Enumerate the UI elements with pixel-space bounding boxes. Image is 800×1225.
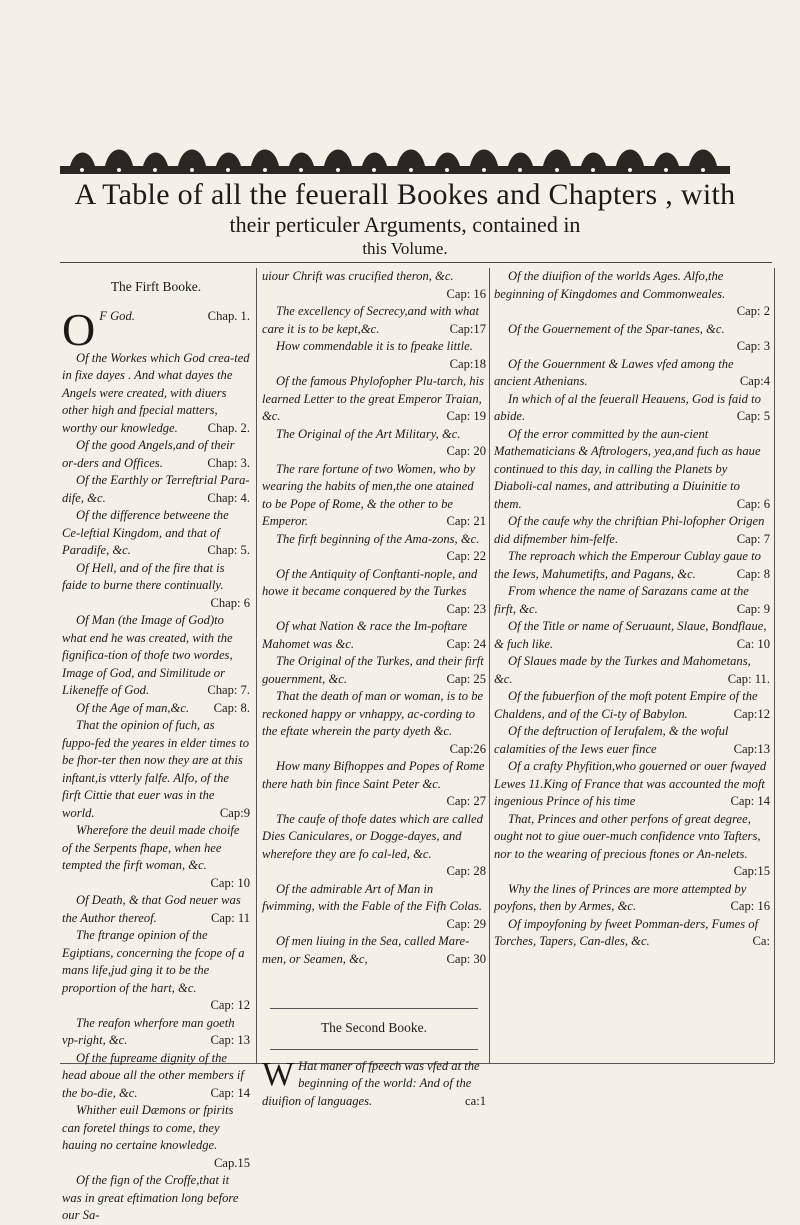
- chapter-ref: Cap: 16: [446, 286, 486, 301]
- entry-text: Of the Gouernement of the Spar-tanes, &c.: [508, 321, 725, 336]
- chapter-ref: Cap: 29: [446, 916, 486, 931]
- entry-text: In which of al the feuerall Heauens, God is faid to abide.: [494, 391, 761, 423]
- entry-text: Of the fubuerfion of the moft potent Empire of the Chaldens, and of the Ci-ty of Babylon.: [494, 689, 758, 721]
- entry-text: Of what Nation & race the Im-poftare Mahomet was &c.: [262, 619, 468, 651]
- chapter-ref: Cap: 6: [736, 496, 770, 511]
- entry-text: Of the fign of the Croffe,that it was in great eftimation long before our Sa-: [62, 1173, 239, 1222]
- table-entry: [62, 1102, 250, 1172]
- entry-text: The reproach which the Emperour Cublay gaue to the Iews, Mahumetifts, and Pagans, &c.: [494, 549, 761, 581]
- column-divider-1: [256, 268, 257, 1063]
- table-entry: [494, 583, 770, 618]
- table-entry: [494, 758, 770, 811]
- entry-text: The ftrange opinion of the Egiptians, concerning the fcope of a mans life,jud ging it to be the proportion of the hart, &c.: [62, 928, 245, 995]
- chapter-ref: Cap.15: [213, 1155, 250, 1170]
- chapter-ref: Cap: 23: [446, 601, 486, 616]
- table-entry: [62, 612, 250, 700]
- chapter-ref: Chap: 5.: [207, 543, 250, 557]
- entry-text: F God.: [99, 308, 135, 323]
- entry-text: Of the Gouernment & Lawes vfed among the ancient Athenians.: [494, 356, 734, 388]
- chapter-ref: Cap: 19: [446, 409, 486, 423]
- table-entry: [494, 688, 770, 723]
- entry-text: Of a crafty Phyfition,who gouerned or ouer fwayed Lewes 11.King of France that was accounted the moft ingenious Prince of his time: [494, 759, 767, 808]
- entry-text: Of the Earthly or Terreftrial Para-dife, &c.: [62, 473, 250, 505]
- chapter-ref: Cap: 21: [446, 514, 486, 528]
- entry-text: Of Death, & that God neuer was the Author thereof.: [62, 893, 241, 925]
- table-entry: [62, 303, 250, 355]
- header-divider: [60, 262, 772, 263]
- entry-text: Of the fupreame dignity of the head aboue all the other members if the bo-die, &c.: [62, 1050, 244, 1100]
- table-entry: [62, 507, 250, 560]
- drop-cap: O: [62, 303, 96, 355]
- chapter-ref: Cap: 28: [446, 864, 486, 878]
- table-entry: [494, 916, 770, 951]
- entry-text: Of the diuifion of the worlds Ages. Alfo,the beginning of Kingdomes and Commonweales.: [494, 269, 726, 301]
- table-entry: [262, 881, 486, 934]
- entry-text: Of Hell, and of the fire that is faide to burne there continually.: [62, 560, 225, 592]
- entry-text: Of the Antiquity of Conftanti-nople, and howe it became conquered by the Turkes: [262, 566, 478, 598]
- table-entry: [494, 268, 770, 321]
- entry-text: How many Bifhoppes and Popes of Rome there hath bin fince Saint Peter &c.: [262, 759, 485, 791]
- table-entry: [262, 461, 486, 531]
- table-entry: [62, 822, 250, 892]
- chapter-ref: Cap: 14: [730, 794, 770, 808]
- chapter-ref: Cap: 20: [446, 444, 486, 458]
- table-entry: [262, 426, 486, 461]
- table-entry: [494, 356, 770, 391]
- chapter-ref: Chap: 3.: [207, 455, 250, 470]
- table-entry: [262, 268, 486, 303]
- column-divider-3: [774, 268, 775, 1063]
- table-entry: [262, 566, 486, 619]
- chapter-ref: Cap:13: [733, 741, 770, 756]
- chapter-ref: Cap:12: [733, 706, 770, 721]
- table-entry: [62, 700, 250, 718]
- entry-text: Of impoyfoning by fweet Pomman-ders, Fumes of Torches, Tapers, Can-dles, &c.: [494, 916, 759, 948]
- chapter-ref: Cap:15: [733, 864, 770, 878]
- column-divider-2: [489, 268, 490, 1063]
- chapter-ref: Cap:18: [449, 356, 486, 371]
- chapter-ref: Cap:17: [449, 321, 486, 336]
- chapter-ref: Cap:9: [219, 805, 250, 820]
- table-entry: [62, 472, 250, 507]
- chapter-ref: Ca:: [752, 934, 770, 948]
- table-entry: [494, 548, 770, 583]
- table-entry: [494, 881, 770, 916]
- entry-text: The Original of the Turkes, and their firft gouernment, &c.: [262, 654, 484, 686]
- chapter-ref: Cap: 27: [446, 794, 486, 808]
- table-entry: [494, 723, 770, 758]
- chapter-ref: Cap: 10: [210, 875, 250, 890]
- chapter-ref: Cap: 12: [210, 998, 250, 1012]
- table-column-2: [262, 268, 486, 1110]
- table-entry: [62, 892, 250, 927]
- entry-text: Of Slaues made by the Turkes and Mahometans, &c.: [494, 654, 751, 686]
- chapter-ref: Chap: 6: [210, 595, 250, 610]
- entry-text: Why the lines of Princes are more attempted by poyfons, then by Armes, &c.: [494, 881, 747, 913]
- entry-text: From whence the name of Sarazans came at the firft, &c.: [494, 584, 749, 616]
- table-entry: [262, 653, 486, 688]
- book-heading: The Second Booke.: [320, 1020, 428, 1035]
- table-entry: [62, 1172, 250, 1225]
- entry-text: Of the caufe why the chriftian Phi-lofopher Origen did difmember him-felfe.: [494, 514, 765, 546]
- chapter-ref: ca:1: [465, 1093, 486, 1108]
- chapter-ref: Chap. 1.: [207, 308, 250, 323]
- chapter-ref: Cap: 14: [210, 1085, 250, 1100]
- chapter-ref: Cap: 13: [210, 1033, 250, 1047]
- table-entry: [62, 927, 250, 1015]
- table-entry: [262, 688, 486, 758]
- table-entry: [262, 303, 486, 338]
- entry-text: Wherefore the deuil made choife of the Serpents fhape, when hee tempted the firft woman, &c.: [62, 823, 240, 872]
- chapter-ref: Cap:4: [739, 374, 770, 388]
- entry-text: Of the deftruction of Ierufalem, & the woful calamities of the Iews euer fince: [494, 724, 729, 756]
- entry-text: How commendable it is to fpeake little.: [276, 339, 473, 353]
- entry-text: That the death of man or woman, is to be reckoned happy or vnhappy, ac-cording to the eftate wherein the party dyeth &c.: [262, 689, 484, 738]
- table-entry: [262, 338, 486, 373]
- entry-text: Of the Workes which God crea-ted in fixe dayes . And what dayes the Angels were created, with diuers other high and fpecial matters, worthy our knowledge.: [62, 350, 250, 435]
- entry-text: The reafon wherfore man goeth vp-right, &c.: [62, 1015, 235, 1047]
- title-line-1: A Table of all the feuerall Bookes and Chapters , with: [74, 178, 736, 211]
- table-entry: [62, 1050, 250, 1103]
- table-entry: [494, 811, 770, 881]
- title-line-3: this Volume.: [362, 239, 448, 258]
- table-entry: [262, 811, 486, 881]
- entry-text: The rare fortune of two Women, who by wearing the habits of men,the one atained to be Pope of Rome, & the other to be Emperor.: [262, 461, 476, 528]
- table-entry: [262, 1055, 486, 1111]
- entry-text: The firft beginning of the Ama-zons, &c.: [276, 531, 480, 546]
- entry-text: Of the good Angels,and of their or-ders and Offices.: [62, 438, 235, 470]
- entry-text: uiour Chrift was crucified theron, &c.: [262, 269, 454, 283]
- table-entry: [494, 321, 770, 356]
- table-entry: [494, 426, 770, 514]
- entry-text: Of the Title or name of Seruaunt, Slaue, Bondflaue, & fuch like.: [494, 619, 767, 651]
- table-entry: [262, 373, 486, 426]
- ornamental-headpiece: [60, 140, 730, 176]
- title-line-2: their perticuler Arguments, contained in: [229, 212, 581, 237]
- entry-text: Of the Age of man,&c.: [76, 700, 190, 715]
- chapter-ref: Cap: 8.: [213, 700, 250, 715]
- chapter-ref: Cap:26: [449, 741, 486, 756]
- entry-text: Hat maner of fpeech was vfed at the beginning of the world: And of the diuifion of languages.: [262, 1058, 480, 1108]
- table-entry: [494, 618, 770, 653]
- table-entry: [62, 1015, 250, 1050]
- entry-text: Whither euil Dæmons or fpirits can foretel things to come, they hauing no certaine knowledge.: [62, 1103, 234, 1152]
- entry-text: Of the difference betweene the Ce-leftial Kingdom, and that of Paradife, &c.: [62, 508, 229, 557]
- table-entry: [494, 653, 770, 688]
- entry-text: Of men liuing in the Sea, called Mare-men, or Seamen, &c,: [262, 934, 470, 966]
- chapter-ref: Chap: 7.: [207, 683, 250, 697]
- chapter-ref: Chap: 4.: [207, 490, 250, 505]
- book-separator: [270, 1008, 478, 1009]
- table-entry: [262, 531, 486, 566]
- chapter-ref: Chap. 2.: [207, 420, 250, 435]
- table-entry: [494, 513, 770, 548]
- chapter-ref: Ca: 10: [736, 636, 770, 651]
- table-entry: [262, 618, 486, 653]
- entry-text: The caufe of thofe dates which are called Dies Caniculares, or Dogge-dayes, and wherefore they are fo cal-led, &c.: [262, 811, 483, 861]
- chapter-ref: Cap: 7: [736, 531, 770, 546]
- table-entry: [62, 717, 250, 822]
- drop-cap: W: [262, 1055, 295, 1093]
- entry-text: Of Man (the Image of God)to what end he was created, with the fignifica-tion of thofe two wordes, Image of God, and Similitude or Likeneffe of God.: [62, 613, 233, 697]
- table-column-1: [62, 268, 250, 1225]
- chapter-ref: Cap: 16: [730, 899, 770, 913]
- chapter-ref: Cap: 11: [210, 910, 250, 925]
- chapter-ref: Cap: 5: [736, 409, 770, 423]
- chapter-ref: Cap: 22: [446, 549, 486, 563]
- table-entry: [262, 933, 486, 968]
- entry-text: The Original of the Art Military, &c.: [276, 426, 461, 441]
- page-title: [30, 178, 780, 260]
- book-heading: The Firft Booke.: [110, 279, 202, 294]
- chapter-ref: Cap: 9: [736, 601, 770, 616]
- book-separator: [270, 1049, 478, 1050]
- entry-text: That, Princes and other perfons of great degree, ought not to giue ouer-much confidence vnto Tafters, nor to the wearing of precious ftones or An-nelets.: [494, 811, 761, 861]
- chapter-ref: Cap: 2: [736, 304, 770, 318]
- table-entry: [62, 437, 250, 472]
- chapter-ref: Cap: 24: [446, 636, 486, 651]
- table-entry: [62, 350, 250, 438]
- entry-text: Of the admirable Art of Man in fwimming, with the Fable of the Fifh Colas.: [262, 881, 483, 913]
- table-entry: [494, 391, 770, 426]
- table-entry: [62, 560, 250, 613]
- table-column-3: [494, 268, 770, 951]
- entry-text: The excellency of Secrecy,and with what care it is to be kept,&c.: [262, 304, 480, 336]
- chapter-ref: Cap: 3: [736, 339, 770, 353]
- chapter-ref: Cap: 11.: [727, 671, 770, 686]
- chapter-ref: Cap: 30: [446, 951, 486, 966]
- entry-text: Of the famous Phylofopher Plu-tarch, his learned Letter to the great Emperor Traian, &c.: [262, 374, 485, 423]
- chapter-ref: Cap: 25: [446, 671, 486, 686]
- table-entry: [262, 758, 486, 811]
- entry-text: Of the error committed by the aun-cient Mathematicians & Aftrologers, yea,and fuch as haue continued to this day, in calling the Planets by Diaboli-cal names, and attributing a Diuinitie to them.: [494, 426, 761, 511]
- entry-text: That the opinion of fuch, as fuppo-fed the yeares in elder times to be fhor-ter then now they are at this inftant,is vtterly falfe. Alfo, of the firft Cittie that euer was in the world.: [62, 718, 249, 820]
- chapter-ref: Cap: 8: [736, 566, 770, 581]
